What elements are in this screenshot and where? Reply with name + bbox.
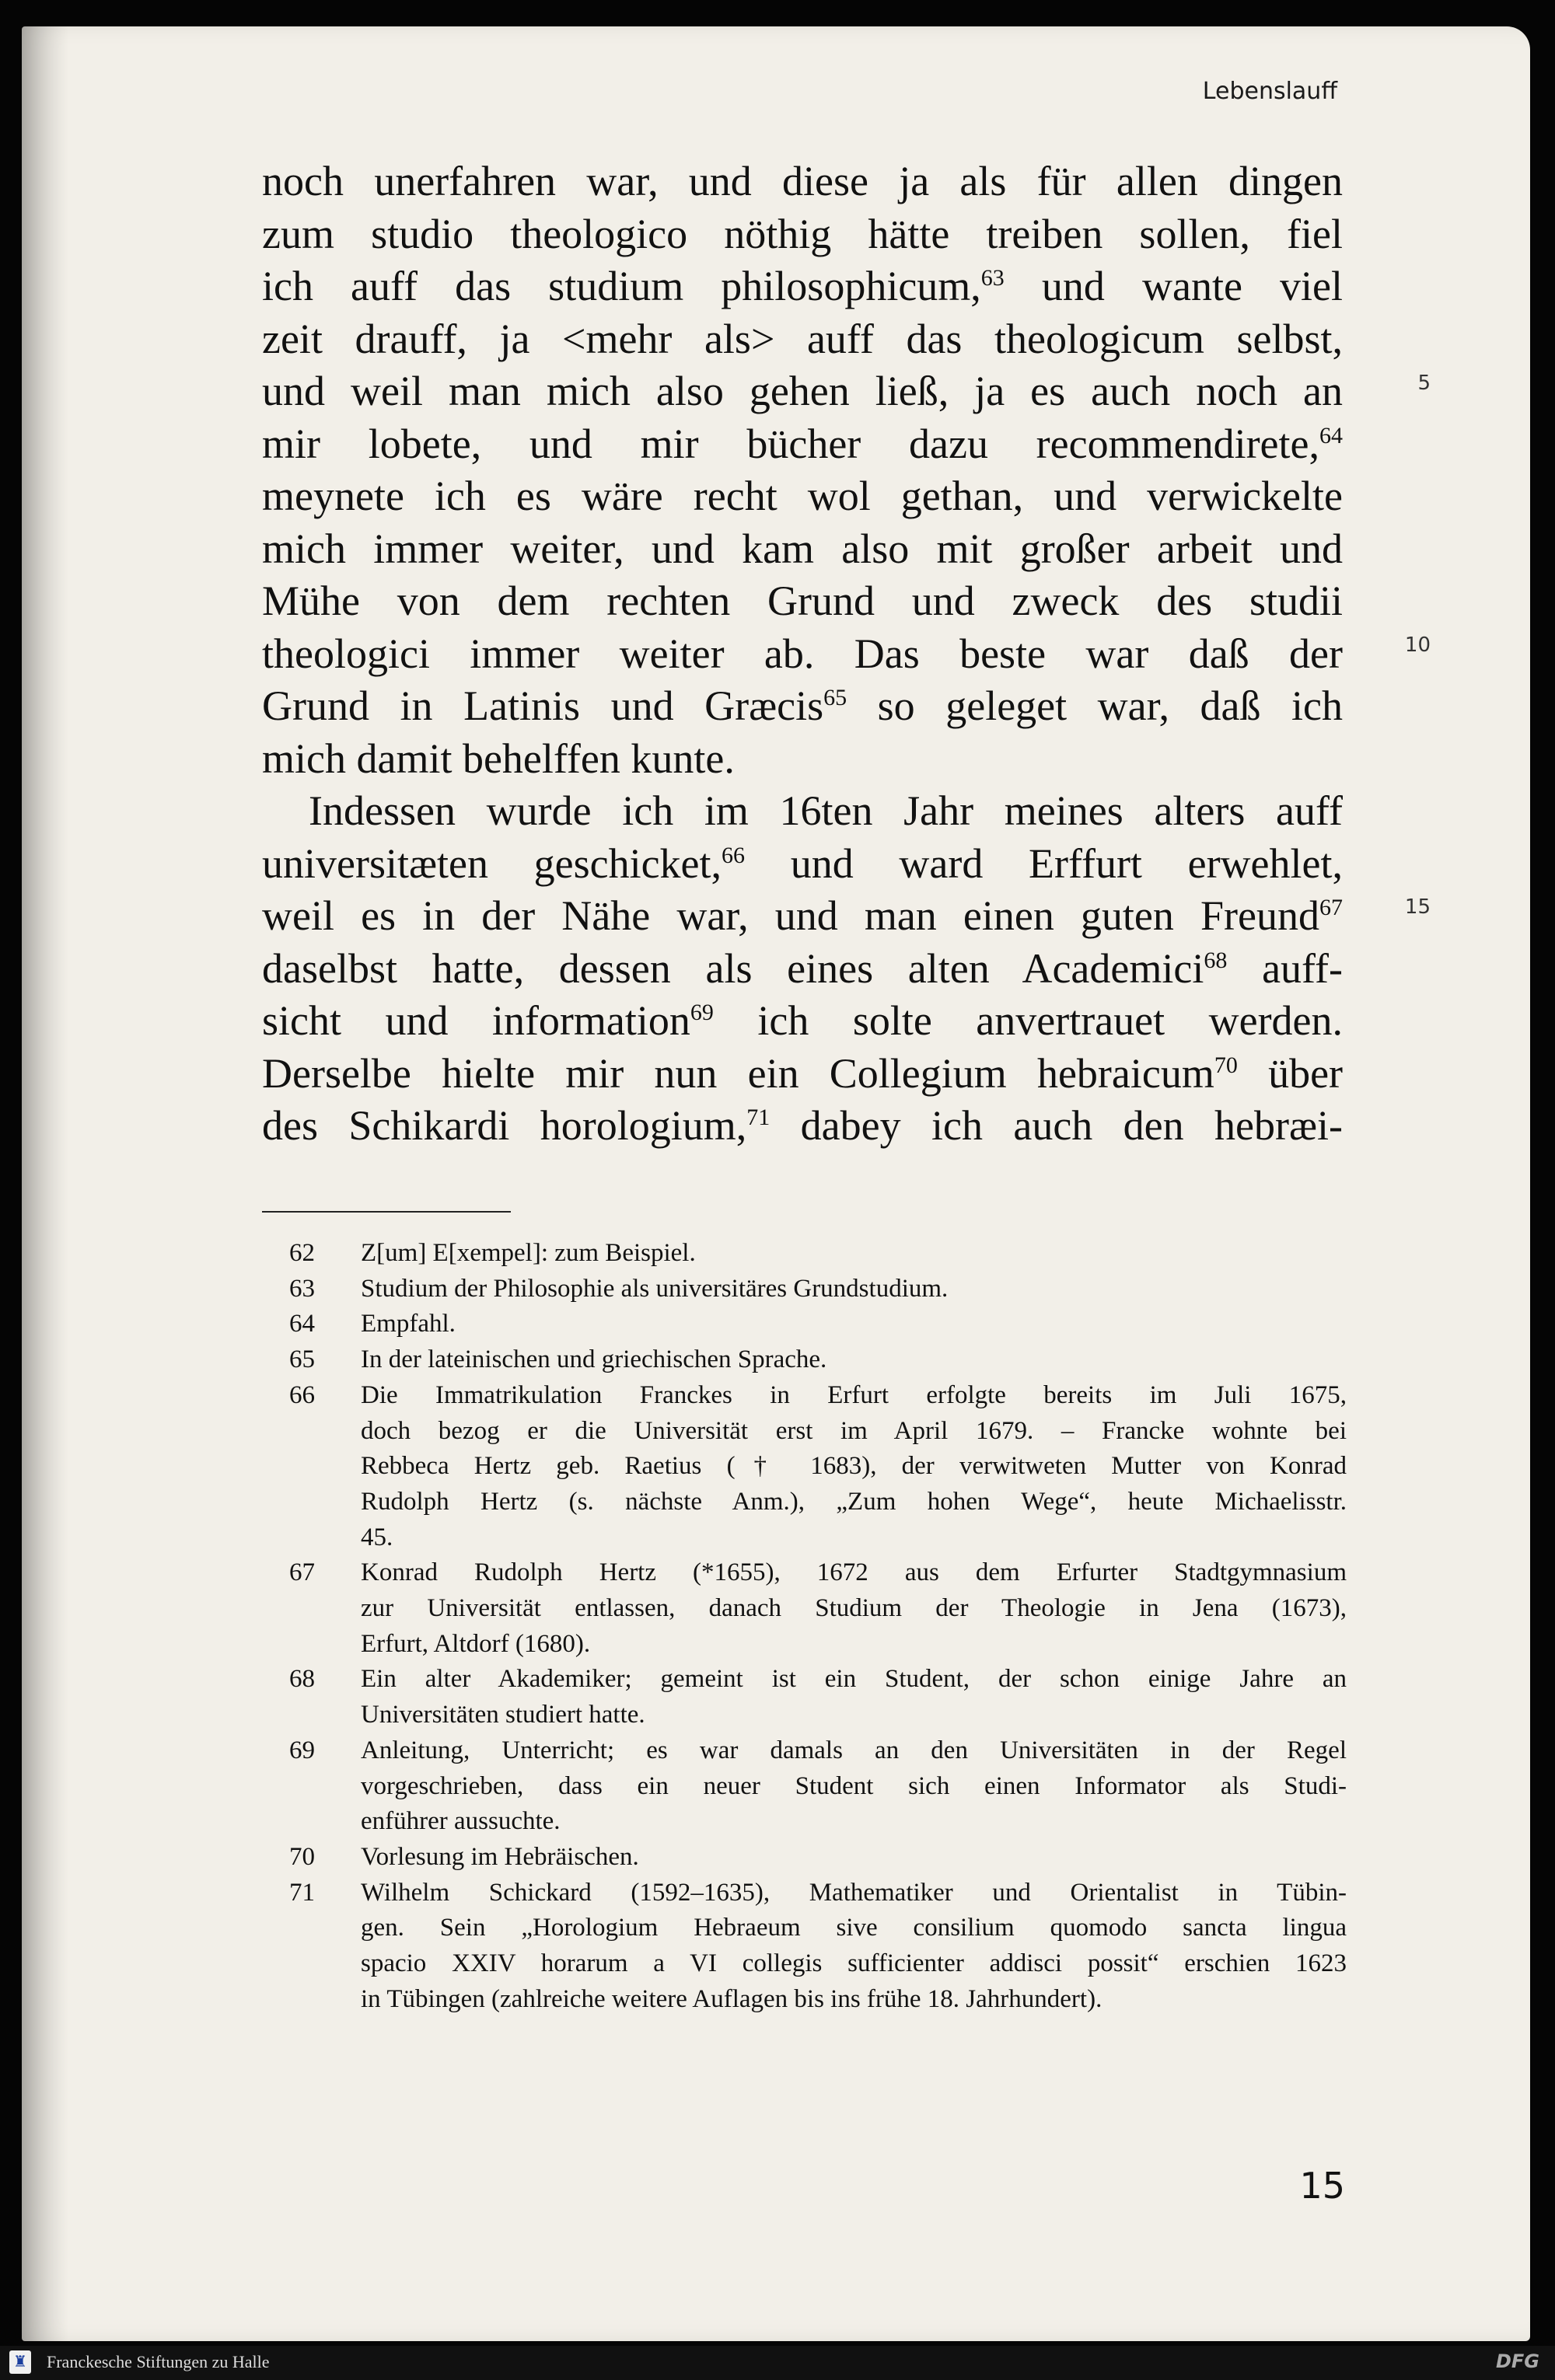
footnote-line: 45. bbox=[361, 1523, 393, 1551]
footnote-line: spacio XXIV horarum a VI collegis sufficienter addisci possit“ erschien 1623 bbox=[361, 1949, 1347, 1978]
footnote-text bbox=[361, 1272, 1347, 1307]
footnote-text bbox=[361, 1662, 1347, 1733]
text-line-19: des Schikardi horologium,$^{71}$ dabey ich auch den hebræi- bbox=[262, 1102, 1344, 1149]
footnote-number: 65 bbox=[289, 1345, 315, 1374]
text-line-4: zeit drauff, ja <mehr als> auff das theologicum selbst, bbox=[262, 315, 1343, 362]
footnote-line: Rebbeca Hertz geb. Raetius († 1683), der verwitweten Mutter von Konrad bbox=[361, 1452, 1347, 1481]
note-ref-63[interactable]: 63 bbox=[980, 265, 1005, 291]
text-line-1: noch unerfahren war, und diese ja als für allen dingen bbox=[262, 158, 1343, 204]
footnote-line: doch bezog er die Universität erst im April 1679. – Francke wohnte bei bbox=[361, 1416, 1347, 1445]
note-ref-67[interactable]: 67 bbox=[1319, 895, 1343, 920]
note-ref-71[interactable]: 71 bbox=[746, 1105, 771, 1130]
footnote-text bbox=[361, 1840, 1347, 1876]
dfg-badge: DFG bbox=[1495, 2350, 1539, 2372]
text-line-11: Grund in Latinis und Græcis$^{65}$ so geleget war, daß ich bbox=[262, 682, 1343, 729]
note-ref-66[interactable]: 66 bbox=[722, 842, 746, 868]
footnote-line: Studium der Philosophie als universitäres Grundstudium. bbox=[361, 1274, 949, 1303]
note-ref-65[interactable]: 65 bbox=[823, 685, 847, 710]
footnote-71 bbox=[289, 1876, 1347, 2018]
footnote-text bbox=[361, 1555, 1347, 1662]
page-number: 15 bbox=[1299, 2165, 1345, 2207]
text-line-6: mir lobete, und mir bücher dazu recommendirete,$^{64}$ bbox=[262, 420, 1343, 467]
footnote-text bbox=[361, 1378, 1347, 1556]
text-line-14: universitæten geschicket,$^{66}$ und ward Erffurt erwehlet, bbox=[262, 839, 1343, 887]
footnote-rule bbox=[262, 1211, 511, 1213]
footnote-line: Rudolph Hertz (s. nächste Anm.), „Zum hohen Wege“, heute Michaelisstr. bbox=[361, 1487, 1347, 1516]
line-number-10: 10 bbox=[1404, 633, 1431, 657]
text-line-12: mich damit behelffen kunte. bbox=[262, 735, 735, 782]
footnote-line: Erfurt, Altdorf (1680). bbox=[361, 1629, 591, 1658]
footnote-line: Wilhelm Schickard (1592–1635), Mathematiker und Orientalist in Tübin- bbox=[361, 1878, 1347, 1907]
footnote-line: enführer aussuchte. bbox=[361, 1807, 561, 1836]
footnote-number: 71 bbox=[289, 1878, 315, 1907]
footnote-text bbox=[361, 1342, 1347, 1378]
text-line-18: Derselbe hielte mir nun ein Collegium hebraicum$^{70}$ über bbox=[262, 1049, 1344, 1097]
line-number-5: 5 bbox=[1417, 372, 1431, 395]
institution-logo-icon: ♜ bbox=[9, 2350, 31, 2374]
text-line-9: Mühe von dem rechten Grund und zweck des studii bbox=[262, 578, 1343, 624]
footnote-line: vorgeschrieben, dass ein neuer Student sich einen Informator als Studi- bbox=[361, 1771, 1347, 1800]
text-line-15: weil es in der Nähe war, und man einen guten Freund$^{67}$ bbox=[262, 892, 1343, 939]
note-ref-68[interactable]: 68 bbox=[1204, 947, 1228, 973]
note-ref-64[interactable]: 64 bbox=[1319, 422, 1343, 448]
gutter-shadow bbox=[22, 26, 68, 2341]
footnote-65 bbox=[289, 1342, 1347, 1378]
footnote-line: In der lateinischen und griechischen Sprache. bbox=[361, 1345, 827, 1374]
text-line-8: mich immer weiter, und kam also mit großer arbeit und bbox=[262, 525, 1343, 572]
footnote-number: 70 bbox=[289, 1842, 315, 1871]
text-line-2: zum studio theologico nöthig hätte treiben sollen, fiel bbox=[262, 210, 1343, 257]
text-line-13: Indessen wurde ich im 16ten Jahr meines alters auff bbox=[309, 787, 1343, 834]
footnote-69 bbox=[289, 1733, 1347, 1840]
footnote-line: in Tübingen (zahlreiche weitere Auflagen bis ins frühe 18. Jahrhundert). bbox=[361, 1984, 1102, 2013]
text-line-3: ich auff das studium philosophicum,$^{63}$ und wante viel bbox=[262, 263, 1343, 309]
footnote-line: Ein alter Akademiker; gemeint ist ein Student, der schon einige Jahre an bbox=[361, 1665, 1347, 1694]
note-ref-69[interactable]: 69 bbox=[690, 1000, 714, 1025]
footnote-line: Z[um] E[xempel]: zum Beispiel. bbox=[361, 1239, 696, 1267]
footnote-line: zur Universität entlassen, danach Studium der Theologie in Jena (1673), bbox=[361, 1594, 1347, 1623]
footnote-64 bbox=[289, 1307, 1347, 1342]
note-ref-70[interactable]: 70 bbox=[1214, 1052, 1238, 1078]
footnote-line: Vorlesung im Hebräischen. bbox=[361, 1842, 639, 1871]
footnote-text bbox=[361, 1733, 1347, 1840]
main-text bbox=[262, 155, 1343, 1153]
footnote-number: 66 bbox=[289, 1380, 315, 1409]
footnote-number: 69 bbox=[289, 1736, 315, 1764]
footnote-number: 63 bbox=[289, 1274, 315, 1303]
footnote-number: 64 bbox=[289, 1310, 315, 1338]
footnote-68 bbox=[289, 1662, 1347, 1733]
footnote-number: 62 bbox=[289, 1239, 315, 1267]
footnote-line: gen. Sein „Horologium Hebraeum sive consilium quomodo sancta lingua bbox=[361, 1914, 1347, 1942]
running-head: Lebenslauff bbox=[1202, 78, 1337, 105]
text-line-7: meynete ich es wäre recht wol gethan, und verwickelte bbox=[262, 473, 1343, 519]
footnote-line: Anleitung, Unterricht; es war damals an den Universitäten in der Regel bbox=[361, 1736, 1347, 1764]
footnote-number: 68 bbox=[289, 1665, 315, 1694]
footnote-line: Die Immatrikulation Franckes in Erfurt erfolgte bereits im Juli 1675, bbox=[361, 1380, 1347, 1409]
footnote-63 bbox=[289, 1272, 1347, 1307]
footnotes bbox=[289, 1236, 1347, 2017]
text-line-5: und weil man mich also gehen ließ, ja es auch noch an bbox=[262, 368, 1343, 414]
footnote-text bbox=[361, 1307, 1347, 1342]
footnote-number: 67 bbox=[289, 1558, 315, 1587]
text-line-17: sicht und information$^{69}$ ich solte anvertrauet werden. bbox=[262, 997, 1344, 1044]
footnote-line: Empfahl. bbox=[361, 1310, 456, 1338]
footnote-line: Konrad Rudolph Hertz (*1655), 1672 aus dem Erfurter Stadtgymnasium bbox=[361, 1558, 1347, 1587]
footnote-text bbox=[361, 1236, 1347, 1272]
institution-credit: Franckesche Stiftungen zu Halle bbox=[47, 2352, 270, 2371]
line-number-15: 15 bbox=[1404, 895, 1431, 919]
footnote-70 bbox=[289, 1840, 1347, 1876]
footnote-62 bbox=[289, 1236, 1347, 1272]
footnote-66 bbox=[289, 1378, 1347, 1556]
footnote-text bbox=[361, 1876, 1347, 2018]
text-line-16: daselbst hatte, dessen als eines alten Academici$^{68}$ auff- bbox=[262, 944, 1344, 992]
text-line-10: theologici immer weiter ab. Das beste war daß der bbox=[262, 630, 1343, 677]
footnote-67 bbox=[289, 1555, 1347, 1662]
footnote-line: Universitäten studiert hatte. bbox=[361, 1701, 645, 1729]
